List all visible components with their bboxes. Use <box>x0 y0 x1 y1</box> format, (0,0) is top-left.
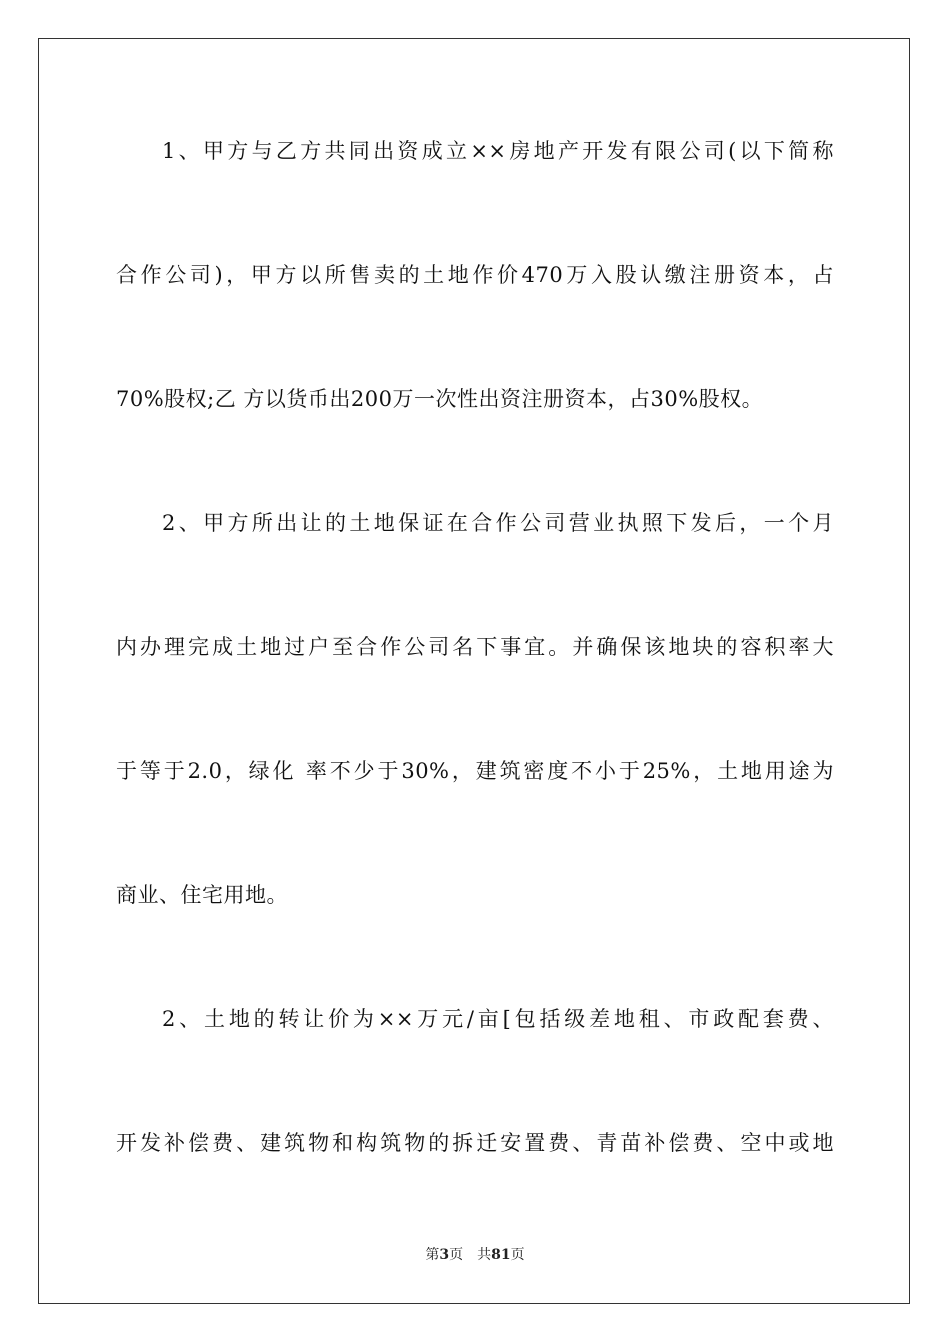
footer-total-unit: 页 <box>510 1247 525 1263</box>
paragraph-2-line-1: 2、甲方所出让的土地保证在合作公司营业执照下发后，一个月 <box>162 511 834 535</box>
paragraph-2-line-3: 于等于2.0，绿化 率不少于30%，建筑密度不小于25%，土地用途为 <box>116 759 834 783</box>
footer-total-prefix: 共 <box>477 1247 492 1263</box>
paragraph-2-line-2: 内办理完成土地过户至合作公司名下事宜。并确保该地块的容积率大 <box>116 635 834 659</box>
total-pages-number: 81 <box>491 1247 511 1263</box>
paragraph-1-line-3: 70%股权;乙 方以货币出200万一次性出资注册资本，占30%股权。 <box>116 387 764 411</box>
paragraph-3-line-2: 开发补偿费、建筑物和构筑物的拆迁安置费、青苗补偿费、空中或地 <box>116 1131 834 1155</box>
paragraph-1-line-2: 合作公司)，甲方以所售卖的土地作价470万入股认缴注册资本，占 <box>116 263 834 287</box>
page-border <box>38 38 910 1304</box>
paragraph-3-line-1: 2、土地的转让价为××万元/亩[包括级差地租、市政配套费、 <box>162 1007 834 1031</box>
paragraph-2-line-4: 商业、住宅用地。 <box>116 883 288 907</box>
current-page-number: 3 <box>439 1247 450 1263</box>
footer-prefix: 第 <box>425 1247 440 1263</box>
page-footer <box>0 1245 950 1265</box>
footer-page-unit: 页 <box>449 1247 464 1263</box>
paragraph-1-line-1: 1、甲方与乙方共同出资成立××房地产开发有限公司(以下简称 <box>162 139 834 163</box>
